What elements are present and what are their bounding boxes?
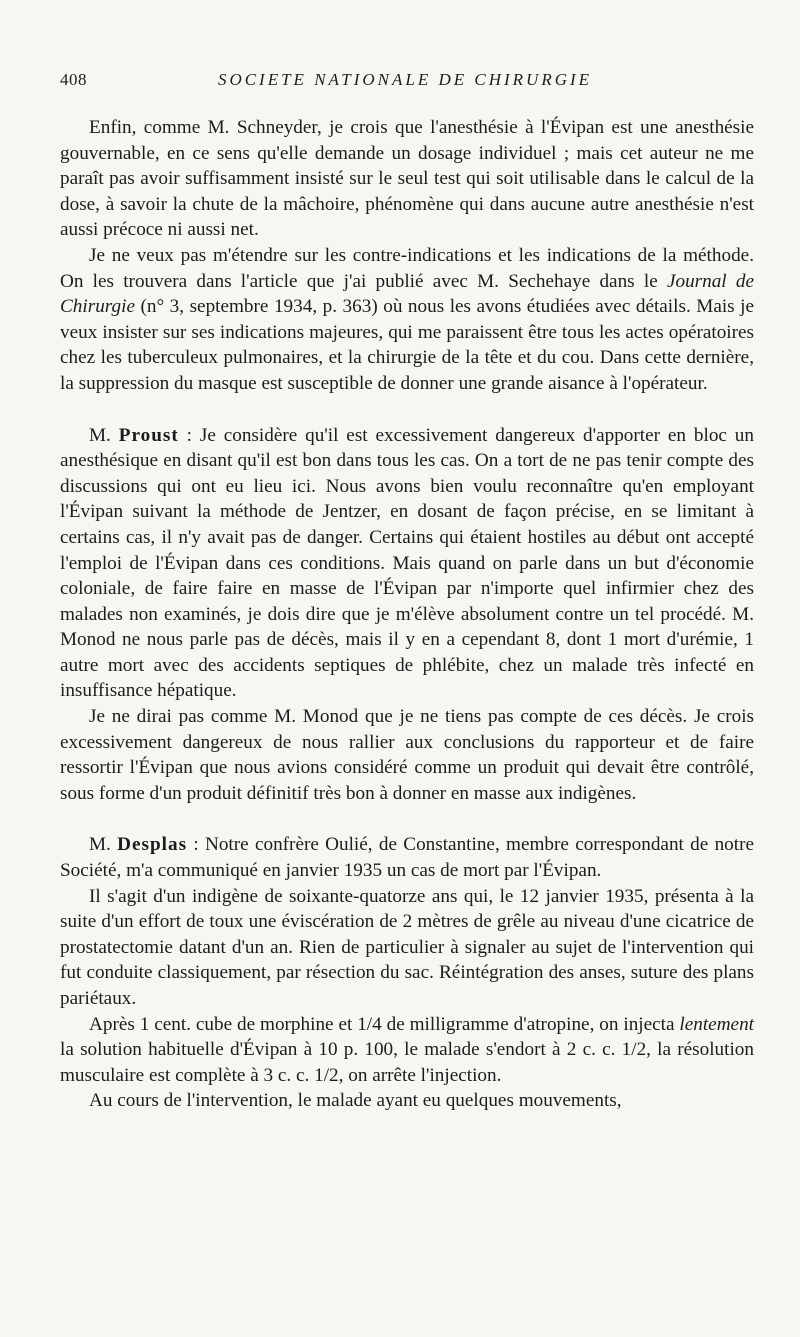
- paragraph-proust: [60, 423, 754, 705]
- paragraph-1: Enfin, comme M. Schneyder, je crois que l'anesthésie à l'Évipan est une anesthésie gouvernable, en ce sens qu'elle demande un dosage individuel ; mais cet auteur ne me paraît pas avoir suffisamment insisté sur le seul test qui soit utilisable dans le calcul de la dose, à savoir la chute de la mâchoire, phénomène qui dans aucune autre anesthésie n'est aussi précoce ni aussi net.: [60, 117, 754, 241]
- journal-reference: Journal de Chirurgie: [60, 270, 754, 318]
- paragraph-2-part-b: (n° 3, septembre 1934, p. 363) où nous les avons étudiées avec détails. Mais je veux insister sur ses indications majeures, qui me paraissent être tous les actes opératoires chez les tuberculeux pulmonaires, et la chirurgie de la tête et du cou. Dans cette dernière, la suppression du masque est susceptible de donner une grande aisance à l'opérateur.: [60, 296, 754, 394]
- journal-title: SOCIETE NATIONALE DE CHIRURGIE: [217, 70, 593, 89]
- body-text: [60, 115, 754, 1114]
- paragraph-7-part-a: Après 1 cent. cube de morphine et 1/4 de milligramme d'atropine, on injecta: [89, 1013, 680, 1035]
- proust-statement: : Je considère qu'il est excessivement dangereux d'apporter en bloc un anesthésique en disant qu'il est bon dans tous les cas. On a tort de ne pas tenir compte des discussions qui ont eu lieu ici. Nous avons bien voulu reconnaître qu'en employant l'Évipan suivant la méthode de Jentzer, en dosant de façon précise, en se limitant à certains cas, il n'y avait pas de danger. Certains qui étaient hostiles au début ont accepté l'emploi de l'Évipan dans ces conditions. Mais quand on parle dans un but d'économie coloniale, de faire faire en masse de l'Évipan par n'importe quel infirmier chez des malades non examinés, je dois dire que je m'élève absolument contre un tel procédé. M. Monod ne nous parle pas de décès, mais il y en a cependant 8, dont 1 mort d'urémie, 1 autre mort avec des accidents septiques de phlébite, chez un malade très infecté en insuffisance hépatique.: [60, 424, 754, 702]
- speaker-desplas: Desplas: [117, 834, 188, 856]
- emphasis-lentement: lentement: [679, 1013, 754, 1035]
- speaker-prefix: M.: [89, 424, 119, 446]
- paragraph-4: Je ne dirai pas comme M. Monod que je ne tiens pas compte de ces décès. Je crois excessivement dangereux de nous rallier aux conclusions du rapporteur et de faire ressortir l'Évipan que nous avions considéré comme un produit qui devait être contrôlé, sous forme d'un produit définitif très bon à donner en masse aux indigènes.: [60, 706, 754, 804]
- running-header: [60, 70, 750, 94]
- speaker-proust: Proust: [118, 424, 179, 446]
- paragraph-7: [60, 1012, 754, 1089]
- paragraph-7-part-b: la solution habituelle d'Évipan à 10 p. 100, le malade s'endort à 2 c. c. 1/2, la résolution musculaire est complète à 3 c. c. 1/2, on arrête l'injection.: [60, 1039, 754, 1086]
- paragraph-2: [60, 243, 754, 397]
- desplas-statement: : Notre confrère Oulié, de Constantine, membre correspondant de notre Société, m'a communiqué en janvier 1935 un cas de mort par l'Évipan.: [60, 834, 754, 882]
- speaker-prefix: M.: [89, 834, 118, 856]
- page-number: 408: [60, 70, 87, 89]
- paragraph-8: Au cours de l'intervention, le malade ayant eu quelques mouvements,: [89, 1090, 622, 1112]
- paragraph-2-part-a: Je ne veux pas m'étendre sur les contre-indications et les indications de la méthode. On les trouvera dans l'article que j'ai publié avec M. Sechehaye dans le: [60, 244, 754, 292]
- paragraph-6: Il s'agit d'un indigène de soixante-quatorze ans qui, le 12 janvier 1935, présenta à la suite d'un effort de toux une éviscération de 2 mètres de grêle au niveau d'une cicatrice de prostatectomie datant d'un an. Rien de particulier à signaler au sujet de l'intervention qui fut conduite classiquement, par résection du sac. Réintégration des anses, suture des plans pariétaux.: [60, 885, 754, 1009]
- paragraph-desplas: [60, 832, 754, 883]
